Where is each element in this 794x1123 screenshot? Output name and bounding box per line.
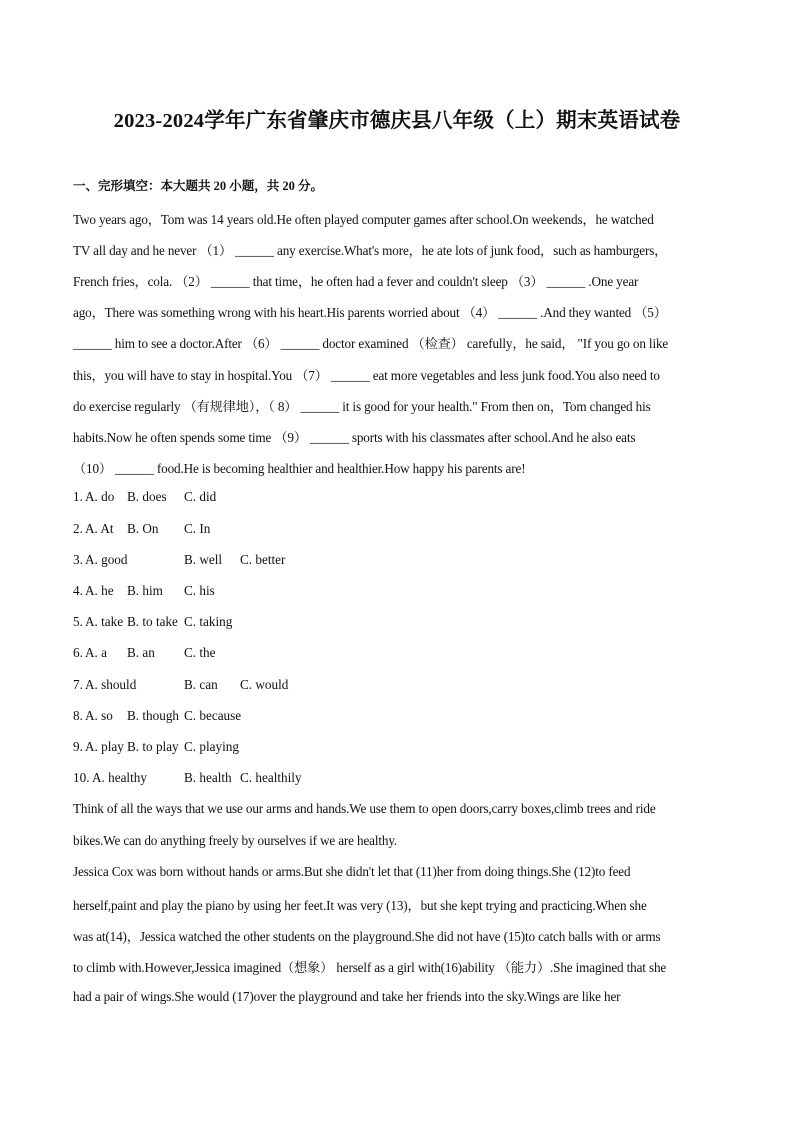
passage-line: ______ him to see a doctor.After （6） ______ doctor examined （检查） carefully，he said， "If you go on like	[73, 336, 669, 351]
passage-line: TV all day and he never （1） ______ any exercise.What's more，he ate lots of junk food，such as hamburgers，	[73, 243, 668, 258]
option-c: C. better	[240, 552, 286, 567]
passage-line: Think of all the ways that we use our arms and hands.We use them to open doors,carry boxes,climb trees and ride	[73, 801, 656, 816]
passage-line: bikes.We can do anything freely by ourselves if we are healthy.	[73, 833, 398, 848]
option-a: A. healthy	[92, 770, 147, 785]
option-a: A. good	[85, 552, 128, 567]
option-c: C. healthily	[240, 770, 302, 785]
passage-line: had a pair of wings.She would (17)over the playground and take her friends into the sky.Wings are like her	[73, 989, 621, 1004]
option-a: A. do	[85, 489, 115, 504]
option-b: B. does	[127, 489, 167, 504]
question-number: 8.	[73, 708, 83, 723]
question-number: 3.	[73, 552, 83, 567]
option-b: B. can	[184, 677, 218, 692]
option-b: B. well	[184, 552, 223, 567]
option-b: B. to take	[127, 614, 178, 629]
question-number: 5.	[73, 614, 83, 629]
question-number: 1.	[73, 489, 83, 504]
option-a: A. should	[85, 677, 137, 692]
passage-line: herself,paint and play the piano by using her feet.It was very (13)，but she kept trying and practicing.When she	[73, 898, 647, 913]
option-a: A. he	[85, 583, 114, 598]
question-number: 9.	[73, 739, 83, 754]
question-number: 2.	[73, 521, 83, 536]
passage-line: to climb with.However,Jessica imagined（想象） herself as a girl with(16)ability （能力）.She imagined that she	[73, 960, 667, 975]
option-b: B. to play	[127, 739, 179, 754]
passage-line: this，you will have to stay in hospital.You （7） ______ eat more vegetables and less junk food.You also need to	[73, 368, 660, 383]
option-b: B. him	[127, 583, 163, 598]
option-a: A. so	[85, 708, 113, 723]
option-a: A. take	[85, 614, 124, 629]
option-a: A. play	[85, 739, 124, 754]
question-number: 6.	[73, 645, 83, 660]
question-number: 10.	[73, 770, 90, 785]
passage-line: Jessica Cox was born without hands or arms.But she didn't let that (11)her from doing things.She (12)to feed	[73, 864, 631, 879]
passage-line: ago，There was something wrong with his heart.His parents worried about （4） ______ .And they wanted （5）	[73, 305, 667, 320]
page-title: 2023-2024学年广东省肇庆市德庆县八年级（上）期末英语试卷	[113, 110, 681, 132]
passage-line: Two years ago，Tom was 14 years old.He often played computer games after school.On weekends，he watched	[73, 212, 654, 227]
option-c: C. the	[184, 645, 216, 660]
option-a: A. At	[85, 521, 114, 536]
passage-line: French fries，cola. （2） ______ that time，he often had a fever and couldn't sleep （3） ______ .One year	[73, 274, 639, 289]
passage-line: do exercise regularly （有规律地），（ 8） ______ it is good for your health." From then on，Tom changed his	[73, 399, 651, 414]
question-number: 4.	[73, 583, 83, 598]
option-c: C. playing	[184, 739, 239, 754]
passage-line: habits.Now he often spends some time （9） ______ sports with his classmates after school.And he also eats	[73, 430, 636, 445]
option-c: C. would	[240, 677, 289, 692]
section-heading: 一、完形填空：本大题共 20 小题，共 20 分。	[73, 179, 324, 193]
option-c: C. his	[184, 583, 215, 598]
option-b: B. health	[184, 770, 232, 785]
option-b: B. On	[127, 521, 159, 536]
option-a: A. a	[85, 645, 107, 660]
option-b: B. an	[127, 645, 155, 660]
passage-line: was at(14)，Jessica watched the other students on the playground.She did not have (15)to catch balls with or arms	[73, 929, 661, 944]
option-b: B. though	[127, 708, 180, 723]
passage-line: （10） ______ food.He is becoming healthier and healthier.How happy his parents are!	[73, 461, 526, 476]
option-c: C. In	[184, 521, 211, 536]
option-c: C. because	[184, 708, 242, 723]
option-c: C. taking	[184, 614, 233, 629]
option-c: C. did	[184, 489, 217, 504]
question-number: 7.	[73, 677, 83, 692]
